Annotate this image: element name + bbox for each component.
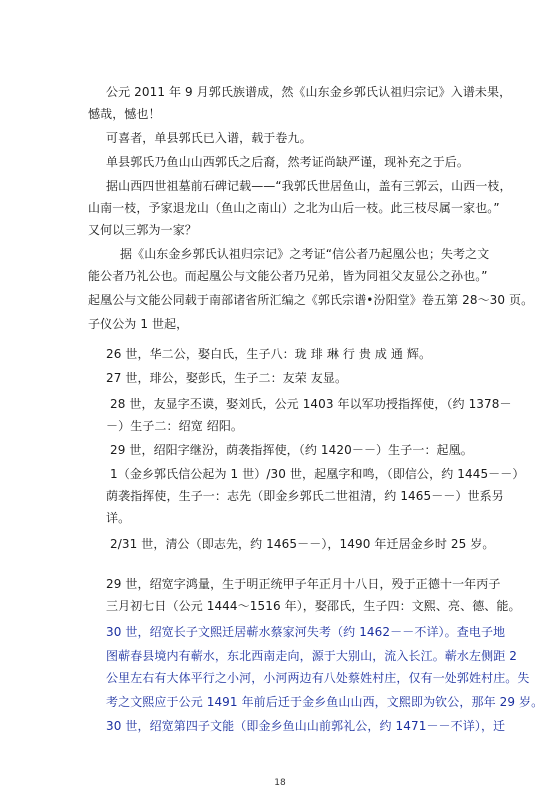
paragraph-line: 山南一枝，予家退龙山（鱼山之南山）之北为山后一枝。此三枝尽属一家也。” [88, 201, 500, 215]
genealogy-line: 公里左右有大体平行之小河，小河两边有八处蔡姓村庄，仅有一处郭姓村庄。失 [106, 671, 530, 685]
paragraph-line: 单县郭氏乃鱼山山西郭氏之后裔，然考证尚缺严谨，现补充之于后。 [106, 155, 470, 169]
paragraph-line: 子仪公为 1 世起， [88, 317, 189, 331]
genealogy-line: 30 世，绍宽长子文熙迁居蕲水蔡家河失考（约 1462－－不详）。查电子地 [106, 625, 506, 639]
paragraph-line: 憾哉，憾也！ [88, 107, 161, 121]
paragraph-line: 又何以三郭为一家？ [88, 223, 197, 237]
genealogy-line: 27 世，琲公，娶彭氏，生子二：友荣 友显。 [106, 371, 348, 385]
genealogy-line: 三月初七日（公元 1444～1516 年），娶邵氏，生子四：文熙、亮、德、能。 [106, 599, 521, 613]
page-number: 18 [274, 778, 286, 788]
genealogy-line: 详。 [106, 511, 131, 525]
genealogy-line: 30 世，绍宽第四子文能（即金乡鱼山山前郭礼公，约 1471－－不详），迁 [106, 719, 506, 733]
genealogy-line: 29 世，绍宽字鸿量，生于明正统甲子年正月十八日，殁于正德十一年丙子 [106, 577, 501, 591]
paragraph-line: 起凰公与文能公同载于南部诸省所汇编之《郭氏宗谱•汾阳堂》卷五第 28～30 页。 [88, 293, 534, 307]
genealogy-line: －）生子二：绍宽 绍阳。 [106, 419, 244, 433]
genealogy-line: 1（金乡郭氏信公起为 1 世）/30 世，起凰字和鸣，（即信公，约 1445－－） [110, 467, 525, 481]
paragraph-line: 可喜者，单县郭氏已入谱，载于卷九。 [106, 131, 312, 145]
paragraph-line: 公元 2011 年 9 月郭氏族谱成，然《山东金乡郭氏认祖归宗记》入谱未果， [106, 85, 512, 99]
genealogy-line: 考之文熙应于公元 1491 年前后迁于金乡鱼山山西，文熙即为钦公，那年 29 岁。 [106, 695, 544, 709]
genealogy-line: 图蕲春县境内有蕲水，东北西南走向，源于大别山，流入长江。蕲水左侧距 2 [106, 649, 517, 663]
paragraph-line: 据《山东金乡郭氏认祖归宗记》之考证“信公者乃起凰公也；失考之文 [120, 247, 490, 261]
genealogy-line: 2/31 世，清公（即志先，约 1465－－），1490 年迁居金乡时 25 岁。 [110, 537, 495, 551]
genealogy-line: 29 世，绍阳字继汾，荫袭指挥使，（约 1420－－）生子一：起凰。 [110, 443, 473, 457]
paragraph-line: 据山西四世祖墓前石碑记载——“我郭氏世居鱼山，盖有三郭云，山西一枝， [106, 179, 512, 193]
genealogy-line: 28 世，友显字丕谟，娶刘氏，公元 1403 年以军功授指挥使，（约 1378－ [110, 397, 512, 411]
genealogy-line: 26 世，华二公，娶白氏，生子八：珑 琲 琳 行 贵 成 通 辉。 [106, 347, 432, 361]
genealogy-line: 荫袭指挥使，生子一：志先（即金乡郭氏二世祖清，约 1465－－）世系另 [106, 489, 504, 503]
paragraph-line: 能公者乃礼公也。而起凰公与文能公者乃兄弟，皆为同祖父友显公之孙也。” [88, 269, 488, 283]
